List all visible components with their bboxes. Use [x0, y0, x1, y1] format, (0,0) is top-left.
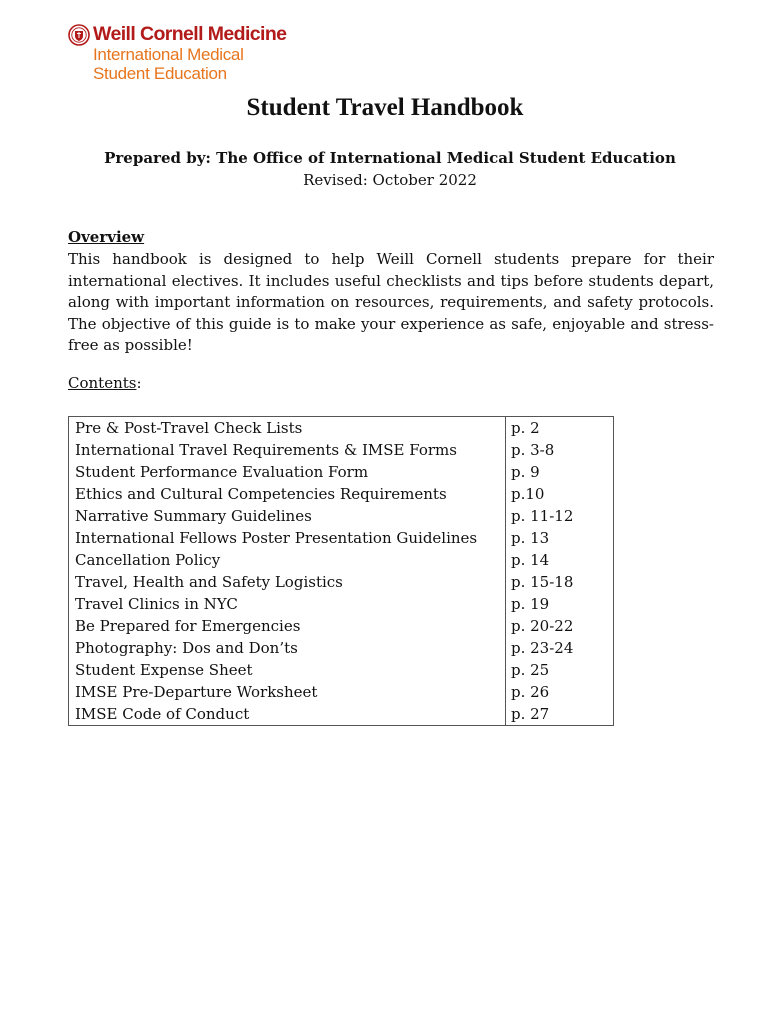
seal-icon: [68, 24, 90, 46]
contents-row: [69, 505, 614, 527]
contents-entry-title: Cancellation Policy: [69, 549, 506, 571]
contents-entry-title: Travel, Health and Safety Logistics: [69, 571, 506, 593]
contents-entry-title: Travel Clinics in NYC: [69, 593, 506, 615]
contents-entry-title: IMSE Pre-Departure Worksheet: [69, 681, 506, 703]
contents-row: [69, 637, 614, 659]
contents-entry-title: Narrative Summary Guidelines: [69, 505, 506, 527]
contents-entry-page: p. 26: [511, 683, 550, 701]
contents-heading-label: Contents: [68, 374, 137, 392]
contents-entry-page: p. 25: [511, 661, 550, 679]
overview-paragraph: This handbook is designed to help Weill Cornell students prepare for their international electives. It includes useful checklists and tips before students depart, along with important information on resources, requirements, and safety protocols. The objective of this guide is to make your experience as safe, enjoyable and stress-free as possible!: [68, 250, 714, 355]
revision-date: Revised: October 2022: [303, 171, 477, 189]
contents-heading-colon: :: [136, 374, 142, 392]
contents-row: [69, 593, 614, 615]
contents-row: [69, 659, 614, 681]
logo-subtitle-line2: Student Education: [93, 64, 227, 83]
contents-heading: [68, 374, 142, 392]
contents-entry-title: International Fellows Poster Presentation Guidelines: [69, 527, 506, 549]
contents-entry-title: Ethics and Cultural Competencies Requirements: [69, 483, 506, 505]
contents-entry-page: p. 9: [511, 463, 540, 481]
contents-entry-page: p. 2: [511, 419, 540, 437]
contents-entry-page: p. 15-18: [511, 573, 574, 591]
contents-entry-title: International Travel Requirements & IMSE Forms: [69, 439, 506, 461]
contents-row: [69, 681, 614, 703]
contents-row: [69, 417, 614, 440]
contents-table-body: [69, 417, 614, 726]
contents-entry-page: p. 23-24: [511, 639, 574, 657]
document-title: Student Travel Handbook: [246, 94, 524, 121]
contents-entry-page: p.10: [511, 485, 545, 503]
contents-row: [69, 527, 614, 549]
contents-entry-page: p. 20-22: [511, 617, 574, 635]
contents-row: [69, 461, 614, 483]
institution-logo: [68, 22, 308, 84]
contents-entry-title: Be Prepared for Emergencies: [69, 615, 506, 637]
contents-row: [69, 703, 614, 726]
logo-subtitle-line1: International Medical: [93, 45, 244, 64]
overview-heading: Overview: [68, 228, 145, 246]
contents-table: [68, 416, 614, 726]
contents-entry-title: Student Performance Evaluation Form: [69, 461, 506, 483]
contents-row: [69, 549, 614, 571]
contents-entry-page: p. 14: [511, 551, 550, 569]
logo-name: Weill Cornell Medicine: [93, 23, 287, 45]
contents-entry-page: p. 3-8: [511, 441, 555, 459]
contents-entry-title: Pre & Post-Travel Check Lists: [69, 417, 506, 440]
contents-entry-title: Photography: Dos and Don’ts: [69, 637, 506, 659]
contents-entry-page: p. 27: [511, 705, 550, 723]
contents-row: [69, 439, 614, 461]
contents-entry-title: Student Expense Sheet: [69, 659, 506, 681]
contents-entry-page: p. 11-12: [511, 507, 574, 525]
contents-row: [69, 571, 614, 593]
contents-entry-page: p. 19: [511, 595, 550, 613]
contents-entry-page: p. 13: [511, 529, 550, 547]
contents-row: [69, 483, 614, 505]
prepared-by: Prepared by: The Office of International Medical Student Education: [104, 149, 676, 167]
contents-entry-title: IMSE Code of Conduct: [69, 703, 506, 726]
contents-row: [69, 615, 614, 637]
